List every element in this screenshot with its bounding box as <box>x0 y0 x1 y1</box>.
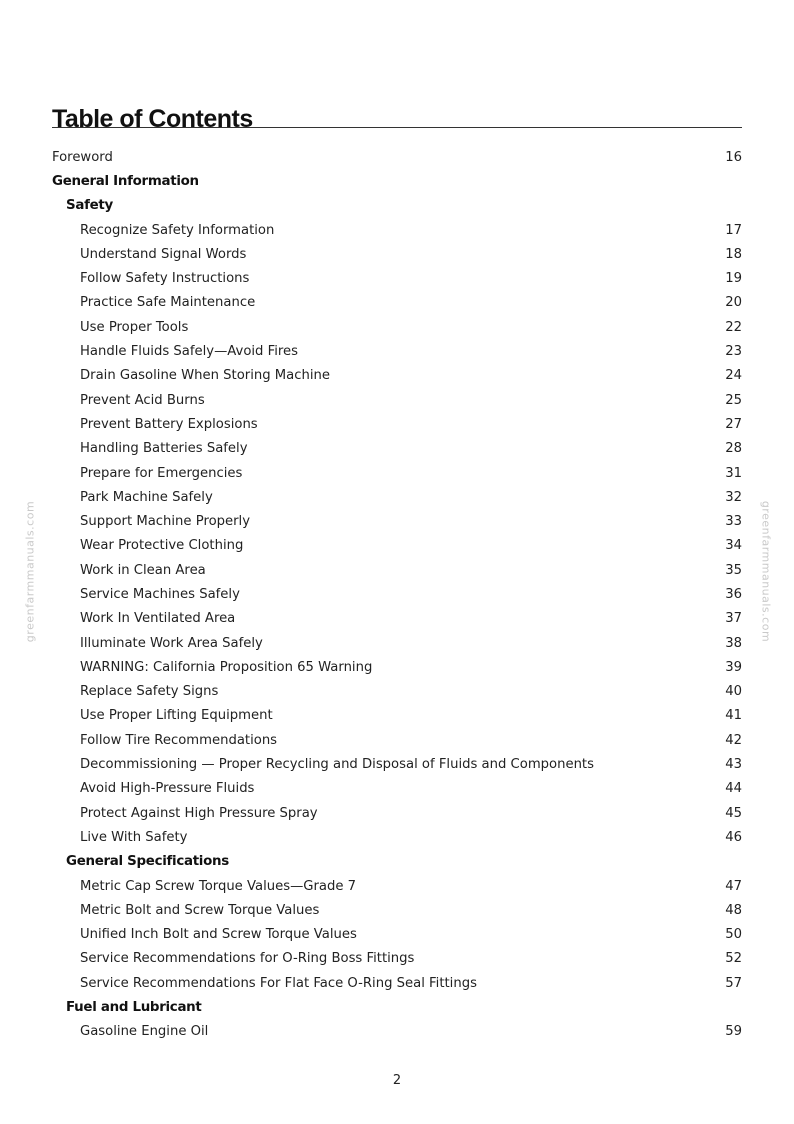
toc-entry-page: 48 <box>725 902 742 918</box>
toc-entry[interactable] <box>52 777 742 801</box>
toc-entry[interactable] <box>52 388 742 412</box>
toc-entry-page: 57 <box>725 975 742 991</box>
toc-entry-title: Decommissioning — Proper Recycling and Disposal of Fluids and Components <box>80 757 594 773</box>
toc-entry-page: 34 <box>725 538 742 554</box>
toc-entry-page: 38 <box>725 635 742 651</box>
toc-entry[interactable] <box>52 145 742 169</box>
toc-entry-page: 18 <box>725 246 742 262</box>
toc-entry-page: 44 <box>725 781 742 797</box>
toc-entry-page: 59 <box>725 1024 742 1040</box>
toc-section-heading <box>52 194 742 218</box>
toc-entry-page: 52 <box>725 951 742 967</box>
toc-entry[interactable] <box>52 631 742 655</box>
toc-entry[interactable] <box>52 607 742 631</box>
toc-entry-title: Avoid High-Pressure Fluids <box>80 781 255 797</box>
toc-entry[interactable] <box>52 412 742 436</box>
toc-entry[interactable] <box>52 898 742 922</box>
toc-entry-title: Follow Safety Instructions <box>80 271 250 287</box>
toc-entry-title: Support Machine Properly <box>80 514 251 530</box>
toc-entry[interactable] <box>52 752 742 776</box>
toc-entry-title: WARNING: California Proposition 65 Warning <box>80 659 373 675</box>
watermark-right: greenfarmmanuals.com <box>759 500 773 643</box>
table-of-contents <box>52 145 742 1044</box>
toc-entry[interactable] <box>52 874 742 898</box>
toc-entry-title: Work in Clean Area <box>80 562 206 578</box>
toc-entry-title: Replace Safety Signs <box>80 684 219 700</box>
toc-entry-page: 32 <box>725 489 742 505</box>
toc-entry-title: Work In Ventilated Area <box>80 611 236 627</box>
toc-entry-title: Unified Inch Bolt and Screw Torque Values <box>80 927 357 943</box>
toc-entry[interactable] <box>52 947 742 971</box>
toc-entry[interactable] <box>52 704 742 728</box>
toc-entry-page: 35 <box>725 562 742 578</box>
toc-section-heading <box>52 169 742 193</box>
toc-entry[interactable] <box>52 242 742 266</box>
toc-entry-title: Live With Safety <box>80 829 188 845</box>
toc-entry-page: 20 <box>725 295 742 311</box>
toc-entry-title: Service Machines Safely <box>80 586 240 602</box>
toc-entry-title: Protect Against High Pressure Spray <box>80 805 318 821</box>
toc-section-heading <box>52 850 742 874</box>
toc-entry[interactable] <box>52 485 742 509</box>
toc-entry[interactable] <box>52 218 742 242</box>
toc-entry-page: 37 <box>725 611 742 627</box>
toc-entry-title: Use Proper Tools <box>80 319 189 335</box>
toc-entry-page: 50 <box>725 927 742 943</box>
toc-entry-page: 31 <box>725 465 742 481</box>
toc-entry[interactable] <box>52 437 742 461</box>
toc-entry-title: General Information <box>52 173 199 189</box>
toc-entry-title: Service Recommendations For Flat Face O-Ring Seal Fittings <box>80 975 477 991</box>
toc-entry[interactable] <box>52 655 742 679</box>
toc-entry-page: 27 <box>725 416 742 432</box>
toc-entry-page: 47 <box>725 878 742 894</box>
toc-entry-page: 39 <box>725 659 742 675</box>
toc-section-heading <box>52 995 742 1019</box>
toc-entry-page: 45 <box>725 805 742 821</box>
toc-entry[interactable] <box>52 728 742 752</box>
toc-entry[interactable] <box>52 801 742 825</box>
toc-entry[interactable] <box>52 339 742 363</box>
toc-entry[interactable] <box>52 1020 742 1044</box>
toc-entry-page: 43 <box>725 757 742 773</box>
toc-entry-title: Park Machine Safely <box>80 489 213 505</box>
toc-entry-page: 24 <box>725 368 742 384</box>
toc-entry[interactable] <box>52 364 742 388</box>
toc-entry-title: Prepare for Emergencies <box>80 465 243 481</box>
toc-entry-title: Gasoline Engine Oil <box>80 1024 209 1040</box>
toc-entry-page: 33 <box>725 514 742 530</box>
toc-entry-page: 16 <box>725 149 742 165</box>
toc-entry-title: Illuminate Work Area Safely <box>80 635 263 651</box>
toc-entry-page: 41 <box>725 708 742 724</box>
toc-entry[interactable] <box>52 923 742 947</box>
toc-entry-title: Service Recommendations for O-Ring Boss Fittings <box>80 951 415 967</box>
toc-entry-title: Metric Bolt and Screw Torque Values <box>80 902 320 918</box>
toc-entry-page: 19 <box>725 271 742 287</box>
toc-entry-title: Follow Tire Recommendations <box>80 732 278 748</box>
toc-entry-title: Handle Fluids Safely—Avoid Fires <box>80 344 299 360</box>
toc-entry-page: 25 <box>725 392 742 408</box>
toc-entry[interactable] <box>52 461 742 485</box>
toc-entry[interactable] <box>52 680 742 704</box>
page-title: Table of Contents <box>52 104 253 133</box>
watermark-left: greenfarmmanuals.com <box>23 500 37 643</box>
toc-entry[interactable] <box>52 534 742 558</box>
toc-entry-title: Fuel and Lubricant <box>66 1000 202 1016</box>
toc-entry-title: General Specifications <box>66 854 229 870</box>
toc-entry-title: Wear Protective Clothing <box>80 538 244 554</box>
toc-entry-title: Prevent Acid Burns <box>80 392 205 408</box>
toc-entry-page: 42 <box>725 732 742 748</box>
toc-entry-title: Recognize Safety Information <box>80 222 275 238</box>
toc-entry-title: Foreword <box>52 149 113 165</box>
toc-entry[interactable] <box>52 509 742 533</box>
toc-entry-page: 46 <box>725 829 742 845</box>
toc-entry-title: Use Proper Lifting Equipment <box>80 708 273 724</box>
toc-entry-title: Safety <box>66 198 113 214</box>
toc-entry-page: 36 <box>725 586 742 602</box>
toc-entry-page: 17 <box>725 222 742 238</box>
toc-entry[interactable] <box>52 582 742 606</box>
page-number: 2 <box>392 1073 402 1088</box>
toc-entry[interactable] <box>52 291 742 315</box>
toc-entry-title: Metric Cap Screw Torque Values—Grade 7 <box>80 878 357 894</box>
toc-entry-page: 22 <box>725 319 742 335</box>
title-divider <box>52 127 742 128</box>
toc-entry[interactable] <box>52 971 742 995</box>
toc-entry-title: Practice Safe Maintenance <box>80 295 256 311</box>
toc-entry-page: 40 <box>725 684 742 700</box>
toc-entry-title: Handling Batteries Safely <box>80 441 248 457</box>
toc-entry-page: 23 <box>725 344 742 360</box>
toc-entry[interactable] <box>52 825 742 849</box>
toc-entry-title: Drain Gasoline When Storing Machine <box>80 368 330 384</box>
toc-entry[interactable] <box>52 266 742 290</box>
toc-entry-title: Prevent Battery Explosions <box>80 416 258 432</box>
toc-entry[interactable] <box>52 315 742 339</box>
toc-entry[interactable] <box>52 558 742 582</box>
toc-entry-title: Understand Signal Words <box>80 246 247 262</box>
toc-entry-page: 28 <box>725 441 742 457</box>
